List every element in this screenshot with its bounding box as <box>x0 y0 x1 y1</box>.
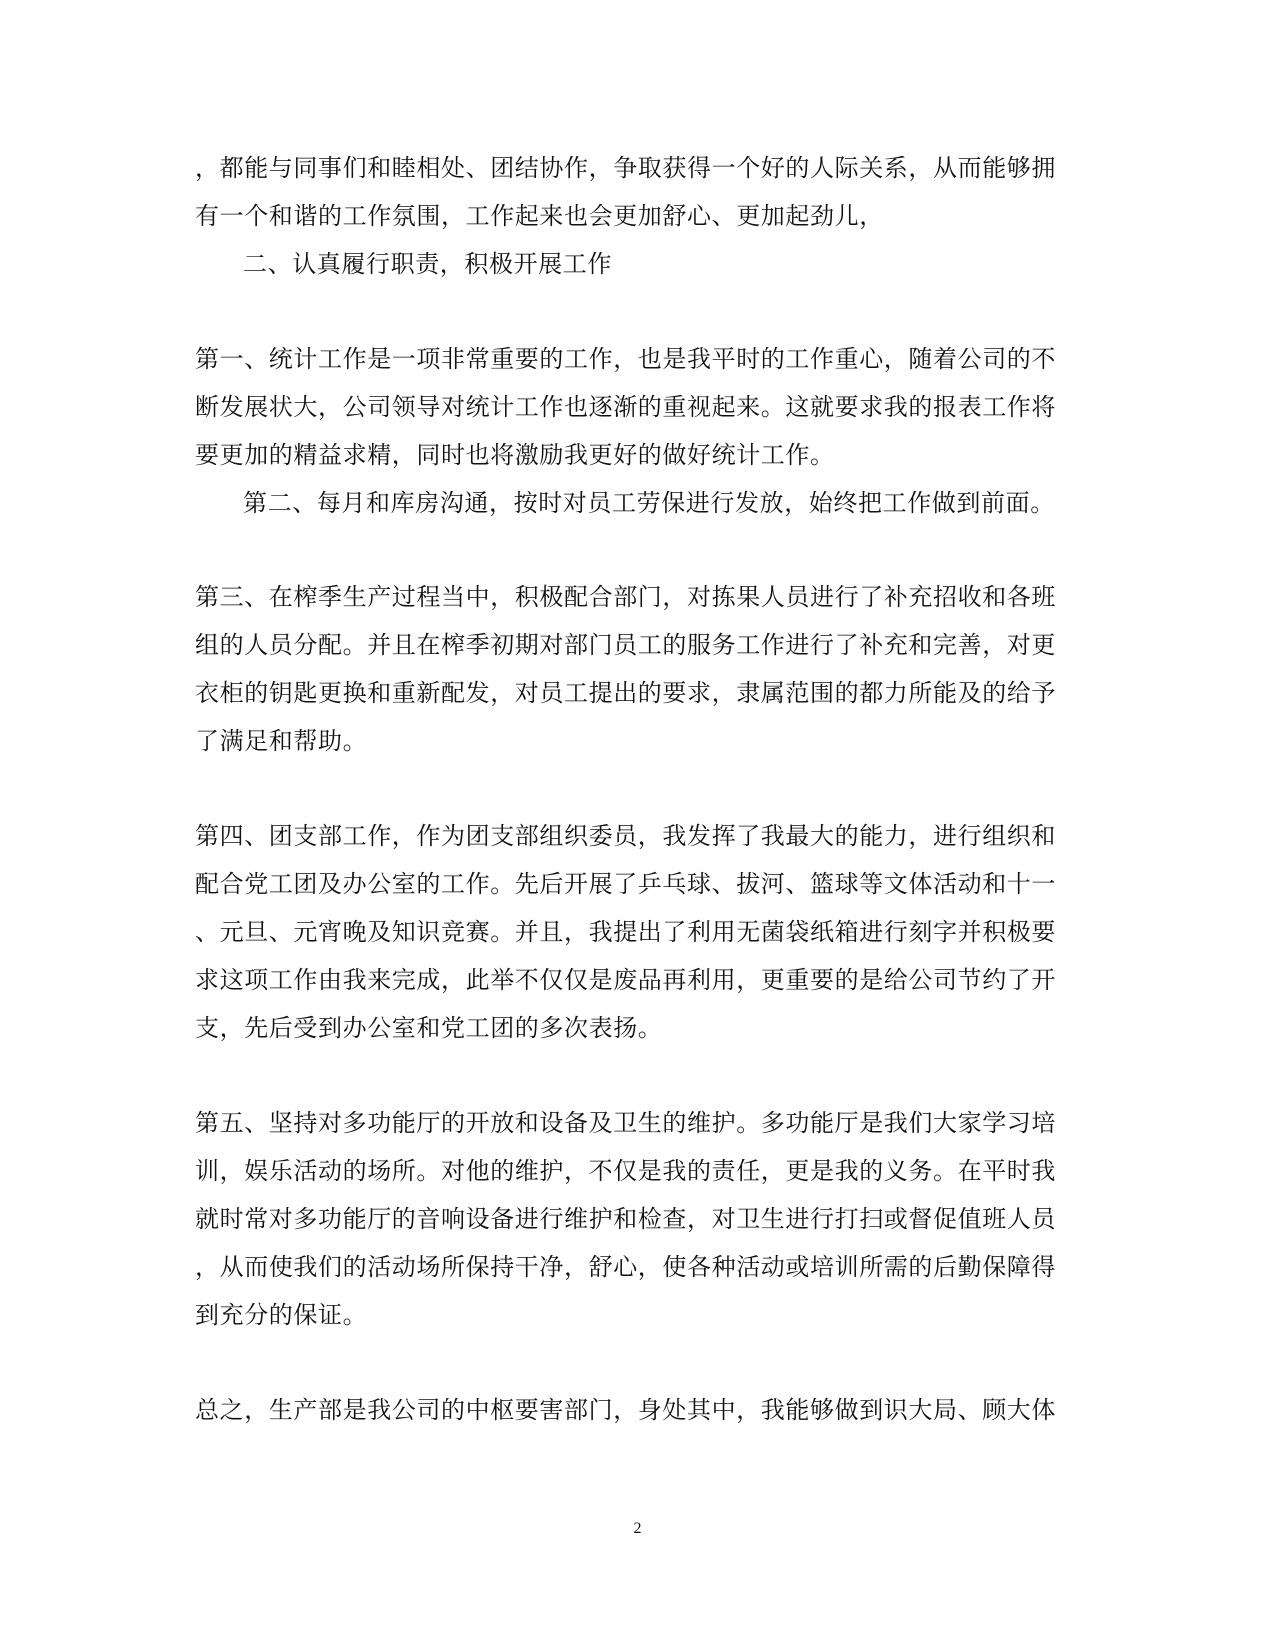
text-line: 训，娱乐活动的场所。对他的维护，不仅是我的责任，更是我的义务。在平时我 <box>195 1157 1056 1185</box>
text-line: 断发展状大，公司领导对统计工作也逐渐的重视起来。这就要求我的报表工作将 <box>195 393 1056 421</box>
text-line: 了满足和帮助。 <box>195 727 368 755</box>
text-line: 第二、每月和库房沟通，按时对员工劳保进行发放，始终把工作做到前面。 <box>243 489 1055 517</box>
text-line: 组的人员分配。并且在榨季初期对部门员工的服务工作进行了补充和完善，对更 <box>195 631 1056 659</box>
text-line: 支，先后受到办公室和党工团的多次表扬。 <box>195 1014 663 1042</box>
text-line: 到充分的保证。 <box>195 1301 368 1329</box>
text-line: 求这项工作由我来完成，此举不仅仅是废品再利用，更重要的是给公司节约了开 <box>195 966 1056 994</box>
text-line: 总之，生产部是我公司的中枢要害部门，身处其中，我能够做到识大局、顾大体 <box>195 1396 1056 1424</box>
section-heading: 二、认真履行职责，积极开展工作 <box>243 250 612 278</box>
text-line: 有一个和谐的工作氛围，工作起来也会更加舒心、更加起劲儿， <box>195 202 884 230</box>
text-line: 第一、统计工作是一项非常重要的工作，也是我平时的工作重心，随着公司的不 <box>195 345 1056 373</box>
text-line: 第三、在榨季生产过程当中，积极配合部门，对拣果人员进行了补充招收和各班 <box>195 583 1056 611</box>
text-line: 要更加的精益求精，同时也将激励我更好的做好统计工作。 <box>195 441 835 469</box>
text-line: 第四、团支部工作，作为团支部组织委员，我发挥了我最大的能力，进行组织和 <box>195 822 1056 850</box>
text-line: ，都能与同事们和睦相处、团结协作，争取获得一个好的人际关系，从而能够拥 <box>195 154 1056 182</box>
text-line: 第五、坚持对多功能厅的开放和设备及卫生的维护。多功能厅是我们大家学习培 <box>195 1109 1056 1137</box>
text-line: 配合党工团及办公室的工作。先后开展了乒乓球、拔河、篮球等文体活动和十一 <box>195 870 1056 898</box>
text-line: 就时常对多功能厅的音响设备进行维护和检查，对卫生进行打扫或督促值班人员 <box>195 1205 1056 1233</box>
text-line: 衣柜的钥匙更换和重新配发，对员工提出的要求，隶属范围的都力所能及的给予 <box>195 679 1056 707</box>
text-line: 、元旦、元宵晚及知识竞赛。并且，我提出了利用无菌袋纸箱进行刻字并积极要 <box>195 918 1056 946</box>
page-number: 2 <box>633 1520 642 1537</box>
text-line: ，从而使我们的活动场所保持干净，舒心，使各种活动或培训所需的后勤保障得 <box>195 1253 1056 1281</box>
